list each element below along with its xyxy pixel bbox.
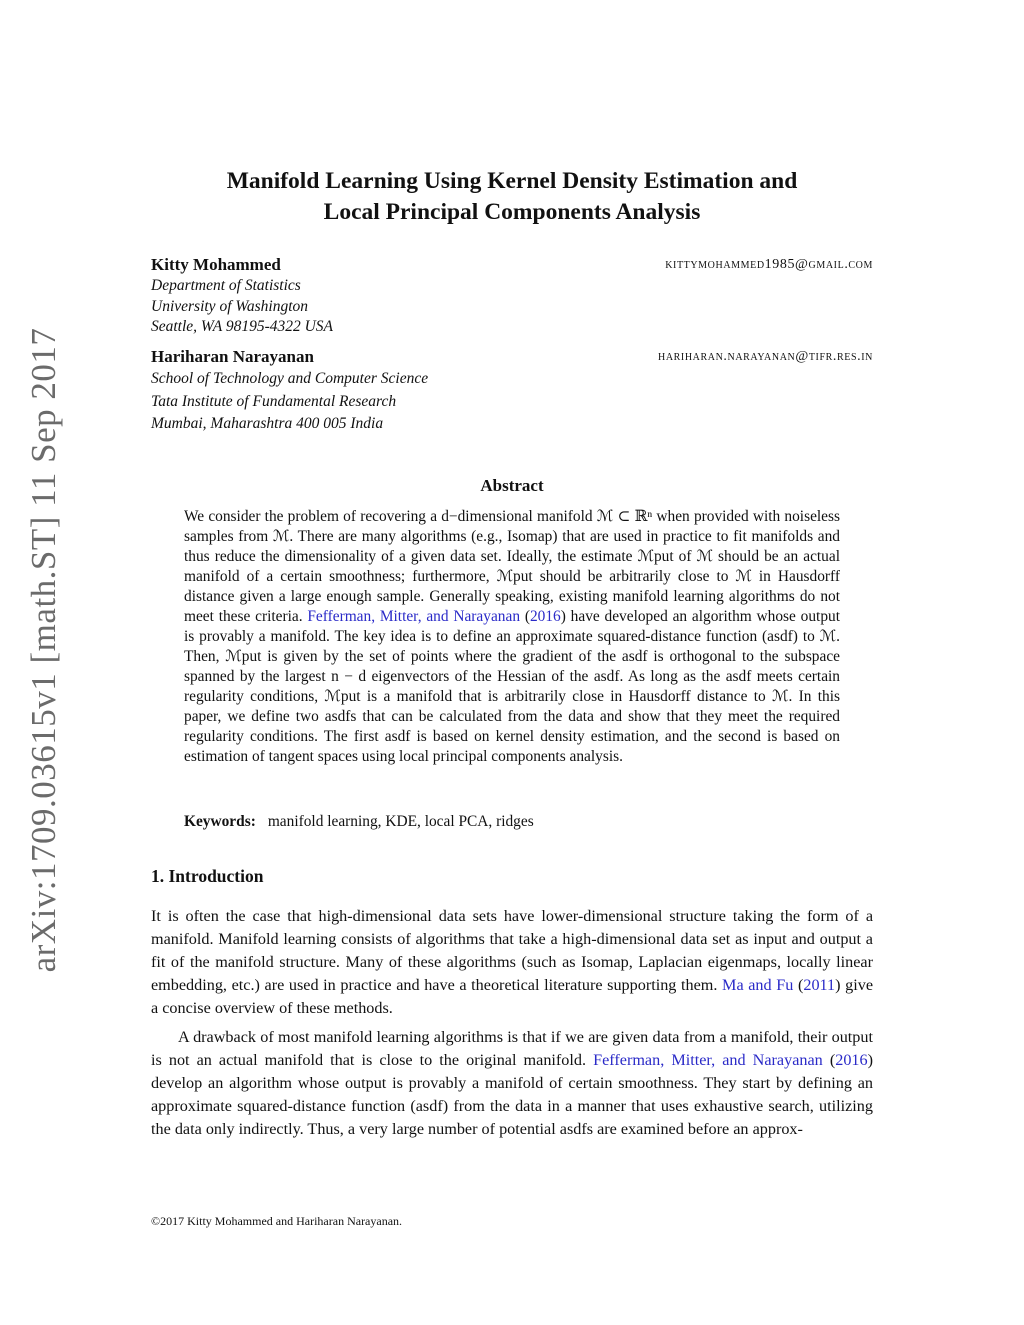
affiliation-line: Department of Statistics [151, 277, 301, 294]
paragraph: A drawback of most manifold learning algorithms is that if we are given data from a manifold, their output is not an actual manifold that is close to the original manifold. Fefferman, Mitter, and Narayanan (2016) develop an algorithm whose output is provably a manifold of certain smoothness. They start by defining an approximate squared-distance function (asdf) from the data in a manner that uses exhaustive search, utilizing the data only indirectly. Thus, a very large number of potential asdfs are examined before an approx- [151, 1028, 873, 1138]
introduction-body [151, 905, 873, 1141]
paragraph-text: A drawback of most manifold learning algorithms is that if we are given data from a manifold, their output is not an actual manifold that is close to the original manifold. [151, 1028, 873, 1069]
title-line-2: Local Principal Components Analysis [323, 199, 701, 225]
citation-link[interactable]: Ma and Fu [722, 976, 794, 994]
author-affiliation [151, 368, 873, 436]
author-affiliation [151, 276, 873, 338]
abstract-body: We consider the problem of recovering a d−dimensional manifold ℳ ⊂ ℝⁿ when provided with noiseless samples from ℳ. There are many algorithms (e.g., Isomap) that are used in practice to fit manifolds and thus reduce the dimensionality of a given data set. Ideally, the estimate ℳput of ℳ should be an actual manifold of a certain smoothness; furthermore, ℳput should be arbitrarily close to ℳ in Hausdorff distance given a large enough sample. Generally speaking, existing manifold learning algorithms do not meet these criteria. Fefferman, Mitter, and Narayanan (2016) have developed an algorithm whose output is provably a manifold. The key idea is to define an approximate squared-distance function (asdf) to ℳ. Then, ℳput is given by the set of points where the gradient of the asdf is orthogonal to the subspace spanned by the largest n − d eigenvectors of the Hessian of the asdf. As long as the asdf meets certain regularity conditions, ℳput is a manifold that is arbitrarily close in Hausdorff distance to ℳ. In this paper, we define two asdfs that can be calculated from the data and show that they meet the required regularity conditions. The first asdf is based on kernel density estimation, and the second is based on estimation of tangent spaces using local principal components analysis. [184, 508, 840, 765]
abstract-heading: Abstract [480, 476, 544, 495]
paragraph-text: give a concise overview of these methods. [151, 976, 874, 1017]
section-heading: 1. Introduction [151, 866, 264, 886]
citation-year-link[interactable]: 2016 [529, 608, 561, 625]
copyright-footer: ©2017 Kitty Mohammed and Hariharan Narayanan. [151, 1214, 403, 1228]
author-block-1 [151, 254, 873, 338]
affiliation-line: University of Washington [151, 297, 309, 315]
abstract-text-2: have developed an algorithm whose output is provably a manifold. The key idea is to define an approximate squared-distance function (asdf) to ℳ. Then, ℳput is given by the set of points where the gradient of the asdf is orthogonal to the subspace spanned by the largest n − d eigenvectors of the Hessian of the asdf. As long as the asdf meets certain regularity conditions, ℳput is a manifold that is arbitrarily close in Hausdorff distance to ℳ. In this paper, we define two asdfs that can be calculated from the data and show that they meet the required regularity conditions. The first asdf is based on kernel density estimation, and the second is based on estimation of tangent spaces using local principal components analysis. [184, 608, 840, 765]
affiliation-line: Seattle, WA 98195-4322 USA [151, 318, 334, 335]
keywords-text: manifold learning, KDE, local PCA, ridges [267, 813, 534, 830]
affiliation-line: Mumbai, Maharashtra 400 005 India [151, 415, 384, 432]
paragraph: It is often the case that high-dimensional data sets have lower-dimensional structure taking the form of a manifold. Manifold learning consists of algorithms that take a high-dimensional data set as input and output a fit of the manifold structure. Many of these algorithms (such as Isomap, Laplacian eigenmaps, locally linear embedding, etc.) are used in practice and have a theoretical literature supporting them. Ma and Fu (2011) give a concise overview of these methods. [151, 907, 874, 1017]
author-block-2 [151, 346, 873, 436]
author-name: Kitty Mohammed [151, 255, 281, 274]
citation-year-link[interactable]: 2011 [803, 976, 836, 994]
paragraph-text: It is often the case that high-dimensional data sets have lower-dimensional structure taking the form of a manifold. Manifold learning consists of algorithms that take a high-dimensional data set as input and output a fit of the manifold structure. Many of these algorithms (such as Isomap, Laplacian eigenmaps, locally linear embedding, etc.) are used in practice and have a theoretical literature supporting them. [151, 907, 873, 994]
affiliation-line: School of Technology and Computer Science [151, 370, 429, 387]
keywords [184, 813, 840, 831]
citation-year-link[interactable]: 2016 [835, 1051, 868, 1069]
affiliation-line: Tata Institute of Fundamental Research [151, 392, 397, 410]
arxiv-margin-stamp [14, 327, 74, 973]
citation-link[interactable]: Fefferman, Mitter, and Narayanan [307, 608, 521, 625]
author-email[interactable]: hariharan.narayanan@tifr.res.in [658, 349, 873, 364]
keywords-label: Keywords: [184, 813, 256, 830]
abstract-text-1: We consider the problem of recovering a d−dimensional manifold ℳ ⊂ ℝⁿ when provided with noiseless samples from ℳ. There are many algorithms (e.g., Isomap) that are used in practice to fit manifolds and thus reduce the dimensionality of a given data set. Ideally, the estimate ℳput of ℳ should be an actual manifold of a certain smoothness; furthermore, ℳput should be arbitrarily close to ℳ in Hausdorff distance given a large enough sample. Generally speaking, existing manifold learning algorithms do not meet these criteria. [184, 508, 840, 625]
arxiv-id: arXiv:1709.03615v1 [math.ST] 11 Sep 2017 [24, 327, 63, 973]
author-name: Hariharan Narayanan [151, 347, 314, 366]
author-email[interactable]: kittymohammed1985@gmail.com [665, 257, 873, 272]
title-line-1: Manifold Learning Using Kernel Density Estimation and [226, 168, 798, 194]
paragraph-text: develop an algorithm whose output is provably a manifold of certain smoothness. They start by defining an approximate squared-distance function (asdf) from the data in a manner that uses exhaustive search, utilizing the data only indirectly. Thus, a very large number of potential asdfs are examined before an approx- [151, 1074, 873, 1138]
paper-title [0, 166, 1024, 228]
citation-link[interactable]: Fefferman, Mitter, and Narayanan [593, 1051, 823, 1069]
